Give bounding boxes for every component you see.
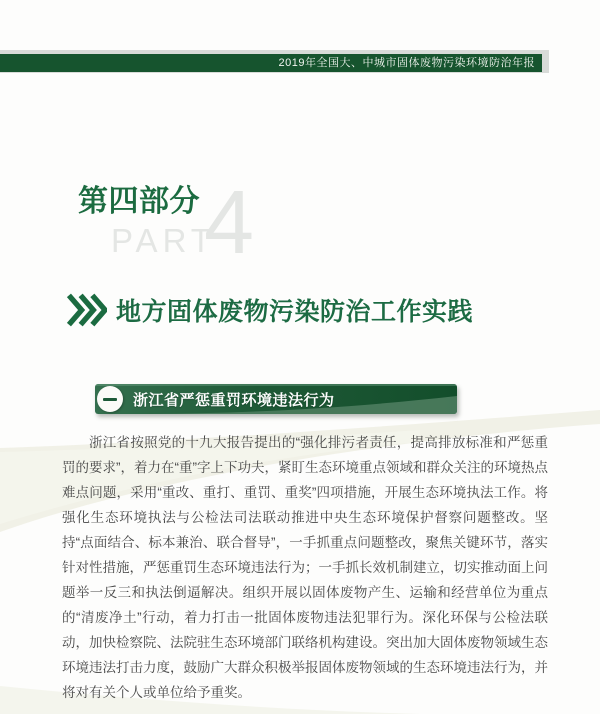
part-number-watermark: 4 — [204, 173, 255, 273]
section-title: 地方固体废物污染防治工作实践 — [116, 298, 474, 326]
subsection-title: 浙江省严惩重罚环境违法行为 — [133, 391, 335, 409]
dash-icon — [103, 398, 117, 401]
part-heading-cn: 第四部分 — [78, 185, 200, 218]
subsection-banner — [95, 384, 457, 414]
triple-chevron-icon — [66, 292, 107, 328]
part-heading-en-watermark: PART — [111, 222, 216, 259]
section-title-row — [66, 292, 473, 328]
report-header-bar — [0, 54, 542, 72]
report-title: 2019年全国大、中城市固体废物污染环境防治年报 — [278, 57, 535, 69]
body-paragraph: 浙江省按照党的十九大报告提出的“强化排污者责任，提高排放标准和严惩重罚的要求”，着力在“重”字上下功夫，紧盯生态环境重点领域和群众关注的环境热点难点问题，采用“重改、重打、重罚、重奖”四项措施，开展生态环境执法工作。将强化生态环境执法与公检法司法联动推进中央生态环境保护督察问题整改。坚持“点面结合、标本兼治、联合督导”，一手抓重点问题整改，聚焦关键环节，落实针对性措施，严惩重罚生态环境违法行为；一手抓长效机制建立，切实推动面上问题举一反三和执法倒逼解决。组织开展以固体废物产生、运输和经营单位为重点的“清废净土”行动，着力打击一批固体废物违法犯罪行为。深化环保与公检法联动，加快检察院、法院驻生态环境部门联络机构建设。突出加大固体废物领域生态环境违法打击力度，鼓励广大群众积极举报固体废物领域的生态环境违法行为，并将对有关个人或单位给予重奖。 — [62, 435, 548, 700]
section-number-badge — [97, 386, 123, 412]
